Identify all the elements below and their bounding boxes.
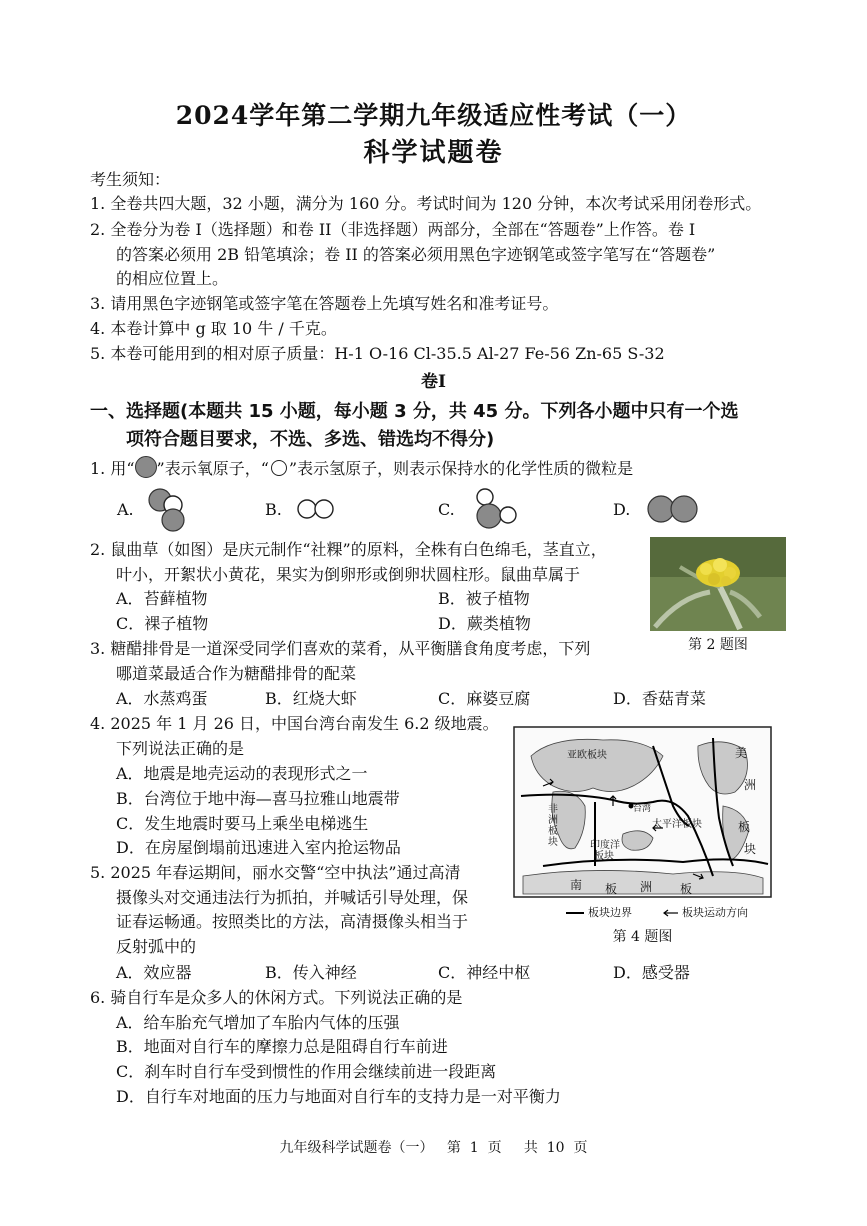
map-label-america2: 洲 bbox=[744, 778, 757, 792]
map-label-africa: 非 bbox=[548, 804, 558, 815]
q4-stem-cont: 下列说法正确的是 bbox=[116, 739, 245, 758]
map-label-pacific: 太平洋板块 bbox=[652, 819, 702, 830]
q5-option-b: B．传入神经 bbox=[265, 963, 357, 982]
map-label-antarctic: 板 bbox=[680, 882, 693, 896]
notice-item: 3. 请用黑色字迹钢笔或签字笔在答题卷上先填写姓名和准考证号。 bbox=[90, 294, 559, 313]
oxygen-atom-icon bbox=[135, 456, 157, 478]
q3-option-b: B．红烧大虾 bbox=[265, 689, 357, 708]
q3-stem: 3. 糖醋排骨是一道深受同学们喜欢的菜肴，从平衡膳食角度考虑，下列 bbox=[90, 639, 591, 658]
q4-figure-caption: 第 4 题图 bbox=[612, 929, 673, 945]
q4-option-d: D．在房屋倒塌前迅速进入室内抢运物品 bbox=[116, 838, 401, 857]
q1-option-c-label: C. bbox=[438, 500, 455, 519]
map-legend-direction: 板块运动方向 bbox=[682, 906, 748, 919]
q4-option-a: A．地震是地壳运动的表现形式之一 bbox=[116, 764, 368, 783]
q4-option-b: B．台湾位于地中海—喜马拉雅山地震带 bbox=[116, 789, 400, 808]
q2-stem: 2. 鼠曲草（如图）是庆元制作“社粿”的原料，全株有白色绵毛，茎直立， bbox=[90, 540, 607, 559]
map-label-antarctic: 板 bbox=[605, 882, 618, 896]
page-footer: 九年级科学试题卷（一） 第 1 页 共 10 页 bbox=[279, 1140, 588, 1156]
notice-item: 4. 本卷计算中 g 取 10 牛 / 千克。 bbox=[90, 319, 337, 338]
notice-item: 的相应位置上。 bbox=[116, 269, 229, 288]
map-label-taiwan: 台湾 bbox=[633, 804, 652, 814]
q5-option-a: A．效应器 bbox=[116, 963, 192, 982]
q1-option-b-label: B. bbox=[265, 500, 282, 519]
q5-option-c: C．神经中枢 bbox=[438, 963, 531, 982]
map-label-africa: 板 bbox=[548, 826, 558, 837]
q2-option-a: A．苔藓植物 bbox=[116, 589, 208, 608]
q1-option-b-molecule bbox=[296, 497, 338, 521]
q5-stem: 5. 2025 年春运期间，丽水交警“空中执法”通过高清 bbox=[90, 863, 461, 882]
q5-stem-cont: 证春运畅通。按照类比的方法，高清摄像头相当于 bbox=[116, 912, 469, 931]
q3-stem-cont: 哪道菜最适合作为糖醋排骨的配菜 bbox=[116, 664, 357, 683]
notice-heading: 考生须知： bbox=[90, 170, 171, 189]
q2-option-b: B．被子植物 bbox=[438, 589, 530, 608]
notice-item: 的答案必须用 2B 铅笔填涂；卷 II 的答案必须用黑色字迹钢笔或签字笔写在“答题卷” bbox=[116, 245, 716, 264]
q6-option-c: C．刹车时自行车受到惯性的作用会继续前进一段距离 bbox=[116, 1062, 497, 1081]
map-label-americas-plate: 板 bbox=[738, 820, 751, 834]
map-label-eurasia: 亚欧板块 bbox=[567, 750, 607, 761]
q1-option-a-molecule bbox=[143, 485, 193, 533]
q3-option-c: C．麻婆豆腐 bbox=[438, 689, 531, 708]
q1-option-c-molecule bbox=[472, 485, 522, 533]
map-label-antarctic: 洲 bbox=[640, 880, 653, 894]
q2-option-d: D．蕨类植物 bbox=[438, 614, 531, 633]
hydrogen-atom-icon bbox=[271, 460, 287, 476]
q2-stem-cont: 叶小，开絮状小黄花，果实为倒卵形或倒卵状圆柱形。鼠曲草属于 bbox=[116, 565, 581, 584]
map-legend-boundary: 板块边界 bbox=[588, 906, 632, 919]
map-label-africa: 洲 bbox=[548, 815, 558, 826]
q1-option-d-molecule bbox=[646, 494, 702, 524]
q5-option-d: D．感受器 bbox=[613, 963, 690, 982]
exam-subtitle: 科学试题卷 bbox=[363, 138, 504, 168]
q3-option-a: A．水蒸鸡蛋 bbox=[116, 689, 208, 708]
q1-option-d-label: D. bbox=[613, 500, 631, 519]
section-heading: 一、选择题(本题共 15 小题，每小题 3 分，共 45 分。下列各小题中只有一个选 bbox=[90, 401, 739, 422]
notice-item: 1. 全卷共四大题，32 小题，满分为 160 分。考试时间为 120 分钟，本次考试采用闭卷形式。 bbox=[90, 194, 762, 213]
q4-stem: 4. 2025 年 1 月 26 日，中国台湾台南发生 6.2 级地震。 bbox=[90, 714, 499, 733]
q6-option-a: A．给车胎充气增加了车胎内气体的压强 bbox=[116, 1013, 400, 1032]
section-heading-cont: 项符合题目要求，不选、多选、错选均不得分) bbox=[126, 429, 495, 450]
q4-option-c: C．发生地震时要马上乘坐电梯逃生 bbox=[116, 814, 369, 833]
q6-option-d: D．自行车对地面的压力与地面对自行车的支持力是一对平衡力 bbox=[116, 1087, 561, 1106]
map-label-americas-plate: 块 bbox=[744, 842, 757, 856]
map-label-antarctic: 南 bbox=[570, 878, 583, 892]
q1-option-a-label: A. bbox=[117, 500, 134, 519]
q1-stem: 1. 用“ ”表示氧原子，“ ”表示氢原子，则表示保持水的化学性质的微粒是 bbox=[90, 456, 633, 481]
notice-item: 2. 全卷分为卷 I（选择题）和卷 II（非选择题）两部分，全部在“答题卷”上作答。卷 I bbox=[90, 220, 696, 239]
volume-label: 卷I bbox=[421, 372, 446, 392]
exam-title: 2024学年第二学期九年级适应性考试（一） bbox=[175, 101, 692, 130]
map-label-america: 美 bbox=[735, 746, 748, 760]
q3-option-d: D．香菇青菜 bbox=[613, 689, 706, 708]
q6-option-b: B．地面对自行车的摩擦力总是阻碍自行车前进 bbox=[116, 1037, 448, 1056]
map-label-indian: 印度洋 bbox=[590, 840, 620, 851]
q6-stem: 6. 骑自行车是众多人的休闲方式。下列说法正确的是 bbox=[90, 988, 463, 1007]
q2-plant-photo bbox=[650, 537, 786, 631]
q2-option-c: C．裸子植物 bbox=[116, 614, 209, 633]
q5-stem-cont: 反射弧中的 bbox=[116, 937, 197, 956]
q2-figure-caption: 第 2 题图 bbox=[688, 637, 748, 653]
map-label-africa: 块 bbox=[548, 837, 558, 848]
map-label-indian: 板块 bbox=[594, 851, 614, 862]
notice-item: 5. 本卷可能用到的相对原子质量：H-1 O-16 Cl-35.5 Al-27 Fe-56 Zn-65 S-32 bbox=[90, 344, 665, 363]
q5-stem-cont: 摄像头对交通违法行为抓拍，并喊话引导处理，保 bbox=[116, 888, 469, 907]
